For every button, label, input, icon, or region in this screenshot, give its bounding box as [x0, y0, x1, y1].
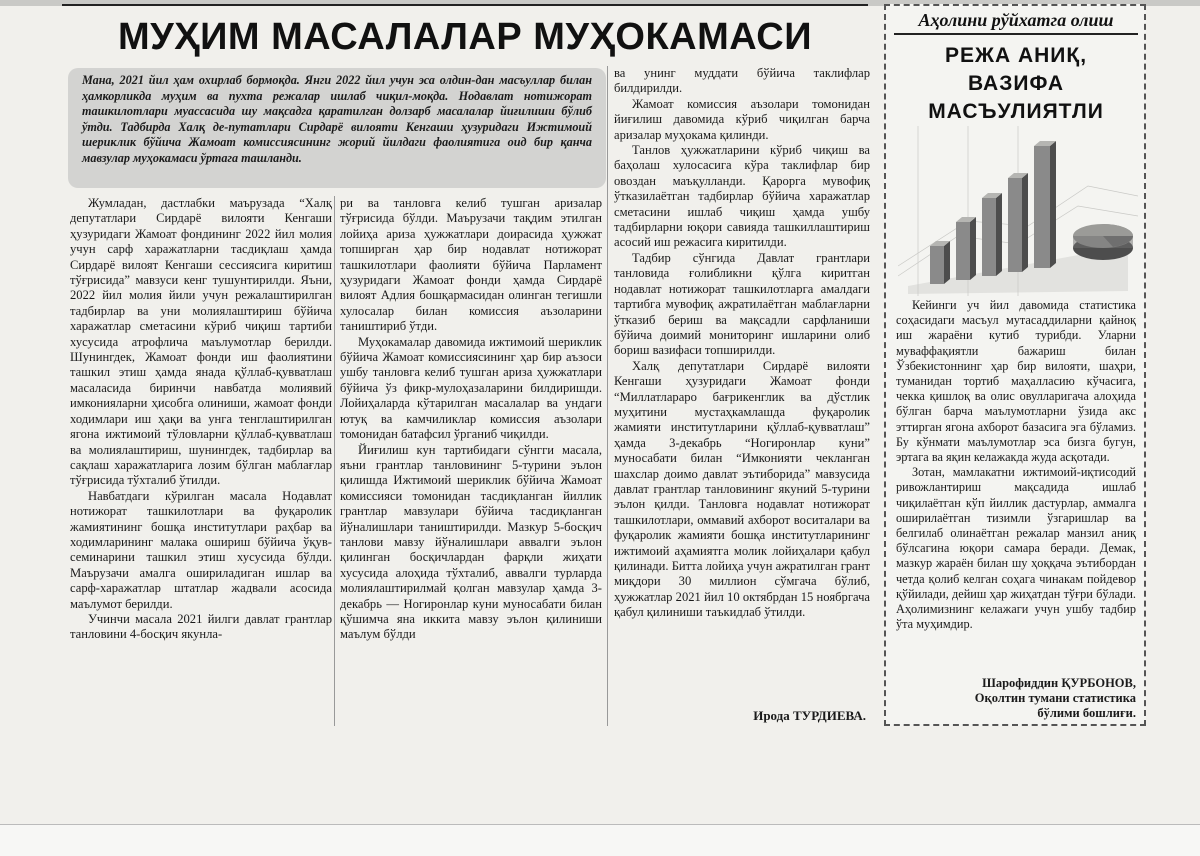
author-role: бўлими бошлиғи. [1037, 706, 1136, 720]
bar-chart-illustration-icon [898, 126, 1138, 296]
article-column-1 [70, 196, 332, 824]
author-name: Шарофиддин ҚУРБОНОВ, [982, 676, 1136, 690]
article-signature: Ирода ТУРДИЕВА. [753, 708, 866, 723]
article-paragraph: Йиғилиш кун тартибидаги сўнгги масала, яъни грантлар танловининг 5-турини эълон қилишда Ижтимоий шериклик бўйича Жамоат комиссияси томонидан тасдиқланган йиллик грантлар мавзулари бўйича тасдиқланган йўналишлари таништирилди. Мазкур 5-босқич танлови мавзу йўналишлари аввалги эълон қилинган босқичлардан фарқли жиҳати хусусида алоҳида тўхталиб, аввалги турларда молиялаштирилмай қолган мавзулар ҳамда 3-декабрь — Ногиронлар куни муносабати билан қўшимча яна иккита мавзу эълон қилиниши маълум бўлди [340, 442, 602, 642]
article-paragraph: Муҳокамалар давомида ижтимоий шериклик бўйича Жамоат комиссиясининг ҳар бир аъзоси ушбу танловга келиб тушган ариза ҳужжатлари бўйича ўз фикр-мулоҳазаларини билдиришди. Лойиҳаларда кўтарилган масалалар ва ундаги ютуқ ва камчиликлар комиссия аъзолари томонидан батафсил ўрганиб чиқилди. [340, 334, 602, 442]
article-column-3 [614, 66, 870, 726]
column-divider [607, 66, 608, 726]
article-paragraph: ри ва танловга келиб тушган аризалар тўғрисида бўлди. Маърузачи тақдим этилган лойиҳа ариза ҳужжатлари доирасида ҳужжат топширган ҳар бир нодавлат нотижорат ташкилотлари фаолияти бўйича Парламент ҳузуридаги Жамоат фонди ҳамда Сирдарё вилоят Адлия бошқармасидан олинган тегишли хулосалар билан комиссия аъзоларини таништириб ўтди. [340, 196, 602, 334]
article-paragraph: Учинчи масала 2021 йилги давлат грантлар танловини 4-босқич якунла- [70, 611, 332, 642]
article-paragraph: Навбатдаги кўрилган масала Нодавлат нотижорат ташкилотлари ва фуқаролик жамиятининг бошқа институтлари раҳбар ва ходимларининг малака ошириш бўйича ўқув-семинарини ташкил этиш хусусида бўлди. Маърузачи амалга ошириладиган ишлар ва сарф-харажатлар штатлар жадвали асосида маълумот берилди. [70, 488, 332, 611]
article-paragraph: ва унинг муддати бўйича таклифлар билдирилди. [614, 66, 870, 96]
sidebar-paragraph: Кейинги уч йил давомида статистика соҳасидаги масъул мутасаддиларни қайноқ иш жараёни кутиб турибди. Уларни муваффақиятли бажариш билан Ўзбекистоннинг ҳар бир вилояти, шаҳри, туманидан тортиб маҳалласию кўчасига, чекка қишлоқ ва олис овулларигача алоҳида бўлган барча маълумотларни ўзида акс эттирган ягона ахборот базасига эга бўламиз. Бу кўнмати маълумотлар эса бизга бугун, эртага ва яқин келажакда жуда асқотади. [896, 298, 1136, 465]
sidebar-title [894, 42, 1138, 126]
article-paragraph: Жамоат комиссия аъзолари томонидан йиғилиш давомида кўриб чиқилган барча аризалар муҳокама қилинди. [614, 96, 870, 142]
article-paragraph: Халқ депутатлари Сирдарё вилояти Кенгаши ҳузуридаги Жамоат фонди “Миллатлараро бағрикенглик ва дўстлик муҳитини мустаҳкамлашда фуқаролик жамияти институтларини қўллаб-қувватлаш” ҳамда 3-декабрь “Ногиронлар куни” муносабати билан “Имконияти чекланган шахслар доимо давлат эътиборида” мавзусида давлат грантлар танловининг якуний 5-турини эълон қилди. Танловга нодавлат нотижорат ташкилотлари, оммавий ахборот воситалари ва фуқаролик жамияти бошқа институтларининг ижтимоий аҳамиятга молик лойиҳалари қабул қилинади. Битта лойиҳа учун ажратилган грант миқдори 30 миллион сўмгача бўлиб, ҳужжатлар 2021 йил 10 октябрдан 15 ноябргача қабул қилиниши таъкидлаб ўтилди. [614, 358, 870, 620]
article-paragraph: Тадбир сўнгида Давлат грантлари танловида ғолибликни қўлга киритган нодавлат нотижорат ташкилотларга амалдаги тартибга мувофиқ ажратилаётган маблағларни ўтказиб бериш ва мақсадли сарфланиши бўйича доимий мониторинг ишларини олиб бориш вазифаси топширилди. [614, 250, 870, 358]
top-rule [62, 4, 868, 6]
sidebar-author [896, 676, 1136, 721]
sidebar-kicker: Аҳолини рўйхатга олиш [894, 10, 1138, 35]
author-role: Оқолтин тумани статистика [974, 691, 1136, 705]
article-paragraph: Танлов ҳужжатларини кўриб чиқиш ва баҳолаш хулосасига кўра таклифлар бир овоздан маъқулланди. Қарорга мувофиқ ўтказилаётган тадбирлар бўйича харажатлар сметасини ишлаб чиқиш ҳамда ушбу тадбирларни юқори савияда ташкиллаштириш асосий иш режасига киритилди. [614, 143, 870, 250]
sidebar-title-line: ВАЗИФА [967, 72, 1065, 95]
sidebar-title-line: РЕЖА АНИҚ, [944, 44, 1088, 67]
article-lead: Мана, 2021 йил ҳам охирлаб бормоқда. Янги 2022 йил учун эса олдин-дан масъуллар билан ҳамкорликда муҳим ва пухта режалар ишлаб чиқил-моқда. Нодавлат нотижорат ташкилотлари муассасида шу мақсадга қаратилган долзарб масалалар йиғилиши бўлиб ўтди. Тадбирда Халқ де-путатлари Сирдарё вилояти Кенгаши ҳузуридаги Ижтимоий шериклик бўйича Жамоат комиссиясининг жорий йилдаги фаолиятига оид бир қанча мавзулар муҳокамаси ўртага ташланди. [68, 68, 606, 188]
article-headline: МУҲИМ МАСАЛАЛАР МУҲОКАМАСИ [117, 16, 813, 58]
page-bottom-band [0, 824, 1200, 856]
article-paragraph: Жумладан, дастлабки маърузада “Халқ депутатлари Сирдарё вилояти Кенгаши ҳузуридаги Жамоат фондининг 2022 йил молия учун сарф харажатларни тасдиқлаш ҳамда Сирдарё вилоят Кенгаши сессиясига киритиш тўғрисида” мавзуси кенг тушунтирилди. Яъни, 2022 йил молия йили учун режалаштирилган тадбирлар ва уни молиялаштириш бўйича харажатлар сметасини кўриб чиқиш тартиби хусусида атрофлича маълумотлар берилди. Шунингдек, Жамоат фонди иш фаолиятини ташкил этиш ҳамда янада қўллаб-қувватлаш масаласида биринчи навбатда молиявий имконияларни ҳисобга олиниши, жамоат фонди ходимлари иш ҳақи ва унга тенглаштирилган ягона ижтимоий тўловларни қўллаб-қувватлаш ва молиялаштириш, шунингдек, тадбирлар ва сақлаш харажатларига лозим бўлган маблағлар тўғрисида тўхталиб ўтилди. [70, 196, 332, 488]
sidebar-paragraph: Зотан, мамлакатни ижтимоий-иқтисодий ривожлантириш мақсадида ишлаб чиқилаётган кўп йиллик дастурлар, аммалга оширилаётган тизимли ўзгаришлар ва белгилаб олинаётган режалар манзил аниқ бўлсагина юқори самара беради. Демак, мазкур жараён билан шу ҳоққача эътибордан четда қолиб келган соҳага чинакам пойдевор қўйилади, дейиш ҳар жиҳатдан тўғри бўлади. Аҳолимизнинг келажаги учун ушбу тадбир ўта муҳимдир. [896, 465, 1136, 632]
sidebar-title-line: МАСЪУЛИЯТЛИ [928, 100, 1104, 123]
sidebar-body [896, 298, 1136, 674]
article-column-2 [340, 196, 602, 824]
column-divider [334, 196, 335, 726]
